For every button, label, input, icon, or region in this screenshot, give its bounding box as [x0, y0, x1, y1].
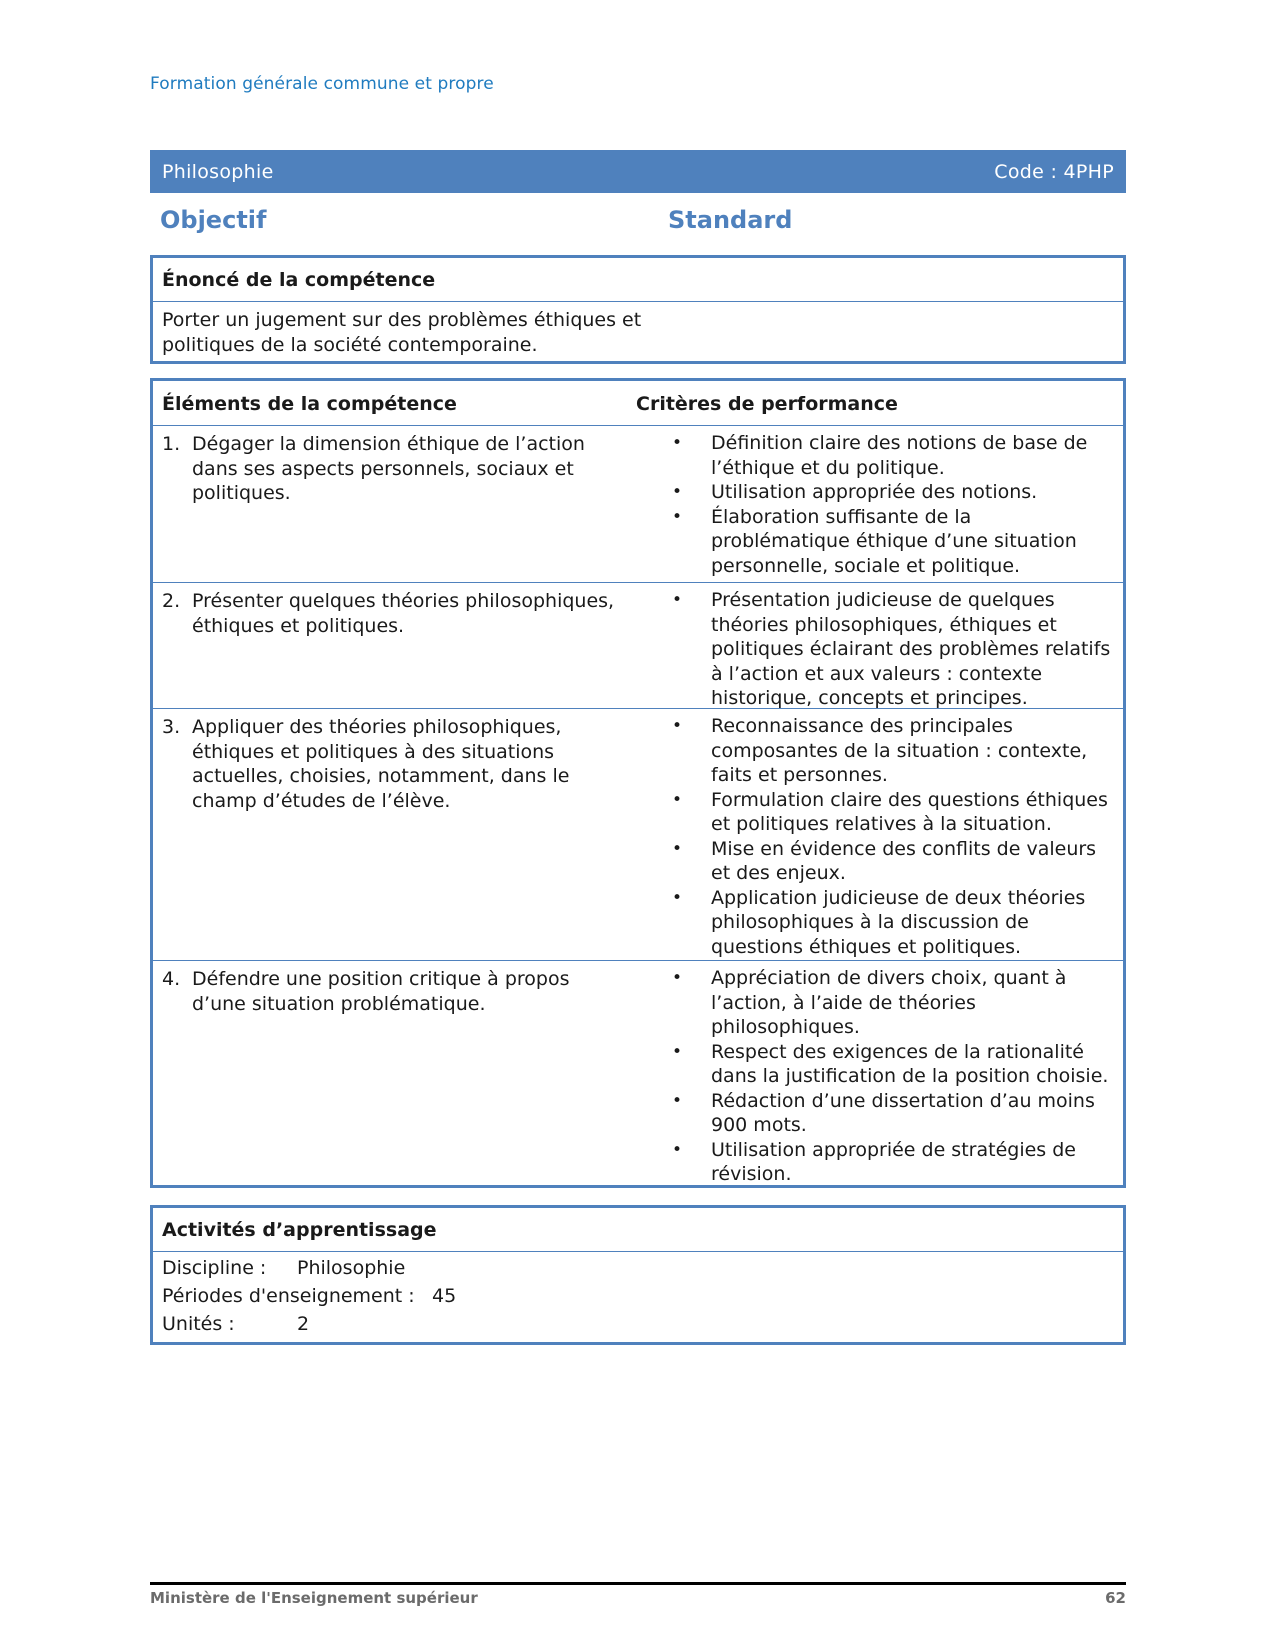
criteria-cell	[636, 709, 1123, 960]
course-title-bar	[150, 150, 1126, 193]
bullet-icon: •	[672, 482, 683, 502]
unites-label: Unités :	[162, 1313, 235, 1335]
element-cell	[153, 583, 636, 708]
criterion-item: • Formulation claire des questions éthiques et politiques relatives à la situation.	[636, 788, 1115, 837]
footer-ministry: Ministère de l'Enseignement supérieur	[150, 1589, 478, 1607]
table-row	[153, 709, 1123, 961]
table-row	[153, 426, 1123, 583]
course-code: Code : 4PHP	[994, 160, 1114, 183]
criterion-item: • Appréciation de divers choix, quant à l’action, à l’aide de théories philosophiques.	[636, 966, 1115, 1040]
enonce-header: Énoncé de la compétence	[153, 258, 1123, 302]
objectif-label: Objectif	[160, 206, 267, 234]
enonce-text: Porter un jugement sur des problèmes éthiques et politiques de la société contemporaine.	[162, 309, 642, 356]
bullet-icon: •	[672, 590, 683, 610]
bullet-icon: •	[672, 1139, 683, 1160]
enonce-box	[150, 255, 1126, 364]
competence-table-header	[153, 381, 1123, 426]
element-number: 3.	[162, 716, 181, 738]
criterion-item: • Présentation judicieuse de quelques théories philosophiques, éthiques et politiques éclairant des problèmes relatifs à l’action et aux valeurs : contexte historique, concepts et principes.	[636, 588, 1115, 711]
running-head: Formation générale commune et propre	[150, 74, 494, 94]
activites-box	[150, 1205, 1126, 1345]
bullet-icon: •	[672, 887, 683, 908]
unites-line	[162, 1310, 1114, 1338]
element-text: Appliquer des théories philosophiques, éthiques et politiques à des situations actuelles, choisies, notamment, dans le champ d’études de l’élève.	[192, 716, 570, 812]
criterion-item: • Mise en évidence des conflits de valeurs et des enjeux.	[636, 837, 1115, 886]
activites-header: Activités d’apprentissage	[153, 1208, 1123, 1252]
criterion-item: • Élaboration suffisante de la problématique éthique d’une situation personnelle, sociale et politique.	[636, 505, 1115, 579]
periodes-label: Périodes d'enseignement :	[162, 1285, 415, 1307]
criteria-cell	[636, 583, 1123, 708]
table-row	[153, 961, 1123, 1185]
criterion-item: • Définition claire des notions de base de l’éthique et du politique.	[636, 431, 1115, 480]
element-text: Dégager la dimension éthique de l’action dans ses aspects personnels, sociaux et politiques.	[192, 433, 585, 504]
bullet-icon: •	[672, 433, 683, 453]
criterion-item: • Respect des exigences de la rationalité dans la justification de la position choisie.	[636, 1040, 1115, 1089]
criteria-cell	[636, 426, 1123, 582]
periodes-value: 45	[432, 1285, 457, 1307]
criteres-column-header: Critères de performance	[636, 393, 898, 415]
element-cell	[153, 961, 636, 1185]
element-number: 1.	[162, 433, 181, 455]
bullet-icon: •	[672, 1090, 683, 1111]
elements-column-header: Éléments de la compétence	[162, 393, 457, 415]
element-cell	[153, 426, 636, 582]
table-row	[153, 583, 1123, 709]
criterion-item: • Utilisation appropriée de stratégies de révision.	[636, 1138, 1115, 1187]
bullet-icon: •	[672, 838, 683, 859]
page-footer	[150, 1589, 1126, 1607]
criteria-cell	[636, 961, 1123, 1185]
criterion-item: • Application judicieuse de deux théories philosophiques à la discussion de questions éthiques et politiques.	[636, 886, 1115, 960]
discipline-value: Philosophie	[297, 1257, 406, 1279]
bullet-icon: •	[672, 1041, 683, 1062]
page-number: 62	[1105, 1589, 1126, 1607]
criterion-item: • Rédaction d’une dissertation d’au moins 900 mots.	[636, 1089, 1115, 1138]
criterion-item: • Utilisation appropriée des notions.	[636, 480, 1115, 505]
criterion-item: • Reconnaissance des principales composantes de la situation : contexte, faits et personnes.	[636, 714, 1115, 788]
bullet-icon: •	[672, 968, 683, 988]
periodes-line	[162, 1282, 1114, 1310]
footer-rule	[150, 1582, 1126, 1585]
section-labels	[160, 206, 1120, 240]
unites-value: 2	[297, 1313, 310, 1335]
discipline-line	[162, 1254, 1114, 1282]
bullet-icon: •	[672, 716, 683, 736]
bullet-icon: •	[672, 506, 683, 527]
standard-label: Standard	[668, 206, 793, 234]
course-subject: Philosophie	[162, 160, 274, 183]
element-cell	[153, 709, 636, 960]
element-number: 4.	[162, 968, 181, 990]
competence-table	[150, 378, 1126, 1188]
activites-body	[153, 1252, 1123, 1338]
element-text: Présenter quelques théories philosophiques, éthiques et politiques.	[192, 590, 615, 637]
element-number: 2.	[162, 590, 181, 612]
bullet-icon: •	[672, 789, 683, 810]
discipline-label: Discipline :	[162, 1257, 267, 1279]
element-text: Défendre une position critique à propos d’une situation problématique.	[192, 968, 570, 1015]
